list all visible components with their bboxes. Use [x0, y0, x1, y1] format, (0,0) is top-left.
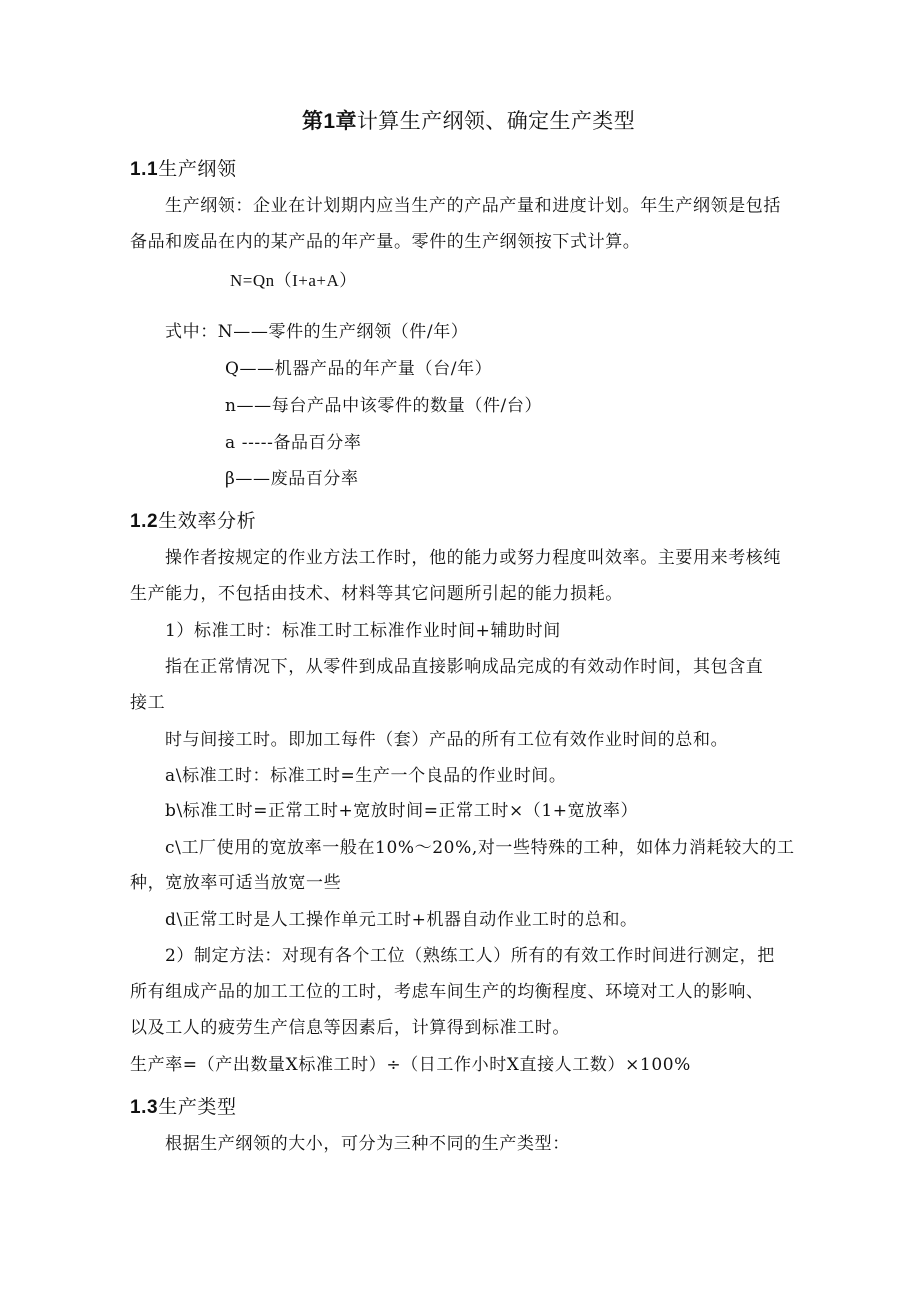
- paragraph-line: d\正常工时是人工操作单元工时+机器自动作业工时的总和。: [165, 910, 638, 930]
- section-heading-1-3: [130, 1095, 237, 1120]
- chapter-title-text: 计算生产纲领、确定生产类型: [356, 109, 636, 133]
- section-number: 1.1: [130, 159, 159, 180]
- formula-variable-definition: 式中：N——零件的生产纲领（件/年）: [165, 322, 469, 342]
- paragraph-line: 2）制定方法：对现有各个工位（熟练工人）所有的有效工作时间进行测定，把: [165, 946, 775, 966]
- section-title: 生产纲领: [158, 158, 237, 180]
- section-heading-1-1: [130, 157, 237, 182]
- paragraph-line: 以及工人的疲劳生产信息等因素后，计算得到标准工时。: [130, 1018, 570, 1038]
- formula-productivity: 生产率=（产出数量X标准工时）÷（日工作小时X直接人工数）×100%: [130, 1055, 691, 1075]
- formula-variable-definition: β——废品百分率: [225, 469, 359, 489]
- paragraph-line: 备品和废品在内的某产品的年产量。零件的生产纲领按下式计算。: [130, 232, 641, 252]
- paragraph-line: 接工: [130, 693, 166, 713]
- section-heading-1-2: [130, 509, 256, 534]
- paragraph-line: b\标准工时=正常工时+宽放时间=正常工时×（1+宽放率）: [165, 801, 639, 821]
- chapter-number: 第1章: [302, 110, 357, 133]
- paragraph-line: 种，宽放率可适当放宽一些: [130, 873, 342, 893]
- paragraph-line: 操作者按规定的作业方法工作时，他的能力或努力程度叫效率。主要用来考核纯: [165, 548, 781, 568]
- paragraph-line: 生产纲领：企业在计划期内应当生产的产品产量和进度计划。年生产纲领是包括: [165, 196, 781, 216]
- paragraph-line: 生产能力，不包括由技术、材料等其它问题所引起的能力损耗。: [130, 584, 623, 604]
- formula-production-program: N=Qn（I+a+A）: [230, 271, 357, 290]
- paragraph-line: 根据生产纲领的大小，可分为三种不同的生产类型：: [165, 1134, 570, 1154]
- paragraph-line: a\标准工时：标准工时=生产一个良品的作业时间。: [165, 766, 567, 786]
- paragraph-line: 指在正常情况下，从零件到成品直接影响成品完成的有效动作时间，其包含直: [165, 657, 764, 677]
- section-number: 1.2: [130, 511, 159, 532]
- formula-variable-definition: Q——机器产品的年产量（台/年）: [225, 359, 493, 379]
- formula-variable-definition: n——每台产品中该零件的数量（件/台）: [225, 396, 543, 416]
- paragraph-line: 所有组成产品的加工工位的工时，考虑车间生产的均衡程度、环境对工人的影响、: [130, 982, 764, 1002]
- chapter-title: [302, 108, 635, 135]
- formula-variable-definition: a -----备品百分率: [225, 433, 362, 453]
- paragraph-line: 时与间接工时。即加工每件（套）产品的所有工位有效作业时间的总和。: [165, 730, 729, 750]
- section-number: 1.3: [130, 1097, 159, 1118]
- paragraph-line: c\工厂使用的宽放率一般在10%～20%,对一些特殊的工种，如体力消耗较大的工: [165, 838, 795, 858]
- section-title: 生效率分析: [158, 510, 257, 532]
- paragraph-line: 1）标准工时：标准工时工标准作业时间+辅助时间: [165, 621, 561, 641]
- section-title: 生产类型: [158, 1096, 237, 1118]
